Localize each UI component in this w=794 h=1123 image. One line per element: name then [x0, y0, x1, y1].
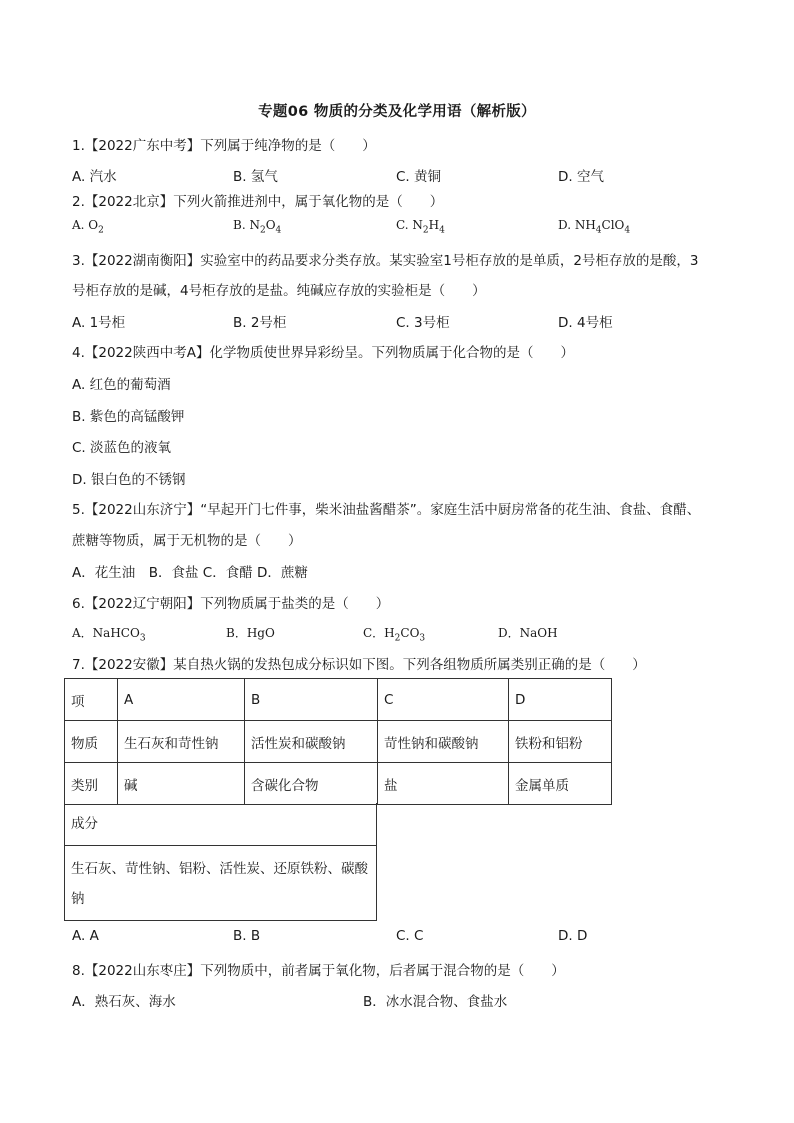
ingredients-text: 生石灰、苛性钠、铝粉、活性炭、还原铁粉、碳酸钠 [71, 861, 368, 907]
q7-ingredients-box [64, 803, 377, 921]
table-cell: 类别 [65, 763, 118, 805]
q3-option-d: D. 4号柜 [558, 315, 613, 331]
q4-option-b: B. 紫色的高锰酸钾 [72, 409, 185, 425]
table-cell: 碱 [118, 763, 245, 805]
q2-option-d: D. $NH_4ClO_4$ [558, 218, 631, 236]
q2-option-c: C. $N_2H_4$ [396, 218, 445, 236]
q6-option-d: D．NaOH [498, 626, 558, 640]
ingredients-label: 成分 [65, 803, 376, 846]
table-cell: 活性炭和碳酸钠 [245, 721, 378, 763]
table-cell: 含碳化合物 [245, 763, 378, 805]
q1-option-a: A. 汽水 [72, 169, 117, 185]
table-cell: 物质 [65, 721, 118, 763]
table-cell: 铁粉和铝粉 [509, 721, 612, 763]
table-cell: 苛性钠和碳酸钠 [378, 721, 509, 763]
table-cell: C [378, 679, 509, 721]
q6-option-c: C．$H_2CO_3$ [363, 626, 426, 644]
table-cell: 盐 [378, 763, 509, 805]
table-cell: A [118, 679, 245, 721]
question-5-stem-line-1: 5.【2022山东济宁】“早起开门七件事，柴米油盐酱醋茶”。家庭生活中厨房常备的花生油、食盐、食醋、 [72, 502, 701, 518]
q6-option-a: A．NaHCO$_3$ [72, 626, 146, 644]
page-title: 专题06 物质的分类及化学用语（解析版） [258, 104, 536, 120]
q1-option-b: B. 氢气 [233, 169, 278, 185]
q8-option-a: A．熟石灰、海水 [72, 994, 176, 1010]
question-3-stem-line-2: 号柜存放的是碱，4号柜存放的是盐。纯碱应存放的实验柜是（ ） [72, 283, 486, 299]
question-7-stem: 7.【2022安徽】某自热火锅的发热包成分标识如下图。下列各组物质所属类别正确的是（ ） [72, 657, 646, 673]
q3-option-b: B. 2号柜 [233, 315, 287, 331]
question-1-stem: 1.【2022广东中考】下列属于纯净物的是（ ） [72, 138, 376, 154]
q7-table-category-row [65, 763, 612, 805]
q7-option-a: A. A [72, 928, 99, 944]
table-cell: D [509, 679, 612, 721]
question-8-stem: 8.【2022山东枣庄】下列物质中，前者属于氧化物，后者属于混合物的是（ ） [72, 963, 565, 979]
q3-option-a: A. 1号柜 [72, 315, 126, 331]
q4-option-a: A. 红色的葡萄酒 [72, 377, 171, 393]
question-3-stem-line-1: 3.【2022湖南衡阳】实验室中的药品要求分类存放。某实验室1号柜存放的是单质，2号柜存放的是酸，3 [72, 253, 699, 269]
q4-option-d: D. 银白色的不锈钢 [72, 472, 186, 488]
q7-table-substance-row [65, 721, 612, 763]
question-5-stem-line-2: 蔗糖等物质，属于无机物的是（ ） [72, 533, 302, 549]
q7-option-d: D. D [558, 928, 588, 944]
q7-table-header-row [65, 679, 612, 721]
q1-option-d: D. 空气 [558, 169, 604, 185]
q3-option-c: C. 3号柜 [396, 315, 450, 331]
q5-options: A．花生油 B．食盐 C．食醋 D．蔗糖 [72, 565, 308, 581]
q7-table [64, 678, 612, 805]
q2-option-a: A. $O_2$ [72, 218, 104, 236]
q8-option-b: B．冰水混合物、食盐水 [363, 994, 508, 1010]
q6-option-b: B．HgO [226, 626, 275, 640]
table-cell: 金属单质 [509, 763, 612, 805]
q4-option-c: C. 淡蓝色的液氧 [72, 440, 172, 456]
question-2-stem: 2.【2022北京】下列火箭推进剂中，属于氧化物的是（ ） [72, 194, 444, 210]
table-cell: 生石灰和苛性钠 [118, 721, 245, 763]
question-6-stem: 6.【2022辽宁朝阳】下列物质属于盐类的是（ ） [72, 596, 390, 612]
q7-option-c: C. C [396, 928, 424, 944]
q1-option-c: C. 黄铜 [396, 169, 442, 185]
table-cell: 项 [65, 679, 118, 721]
q7-option-b: B. B [233, 928, 261, 944]
table-cell: B [245, 679, 378, 721]
question-4-stem: 4.【2022陕西中考A】化学物质使世界异彩纷呈。下列物质属于化合物的是（ ） [72, 345, 574, 361]
q2-option-b: B. $N_2O_4$ [233, 218, 282, 236]
